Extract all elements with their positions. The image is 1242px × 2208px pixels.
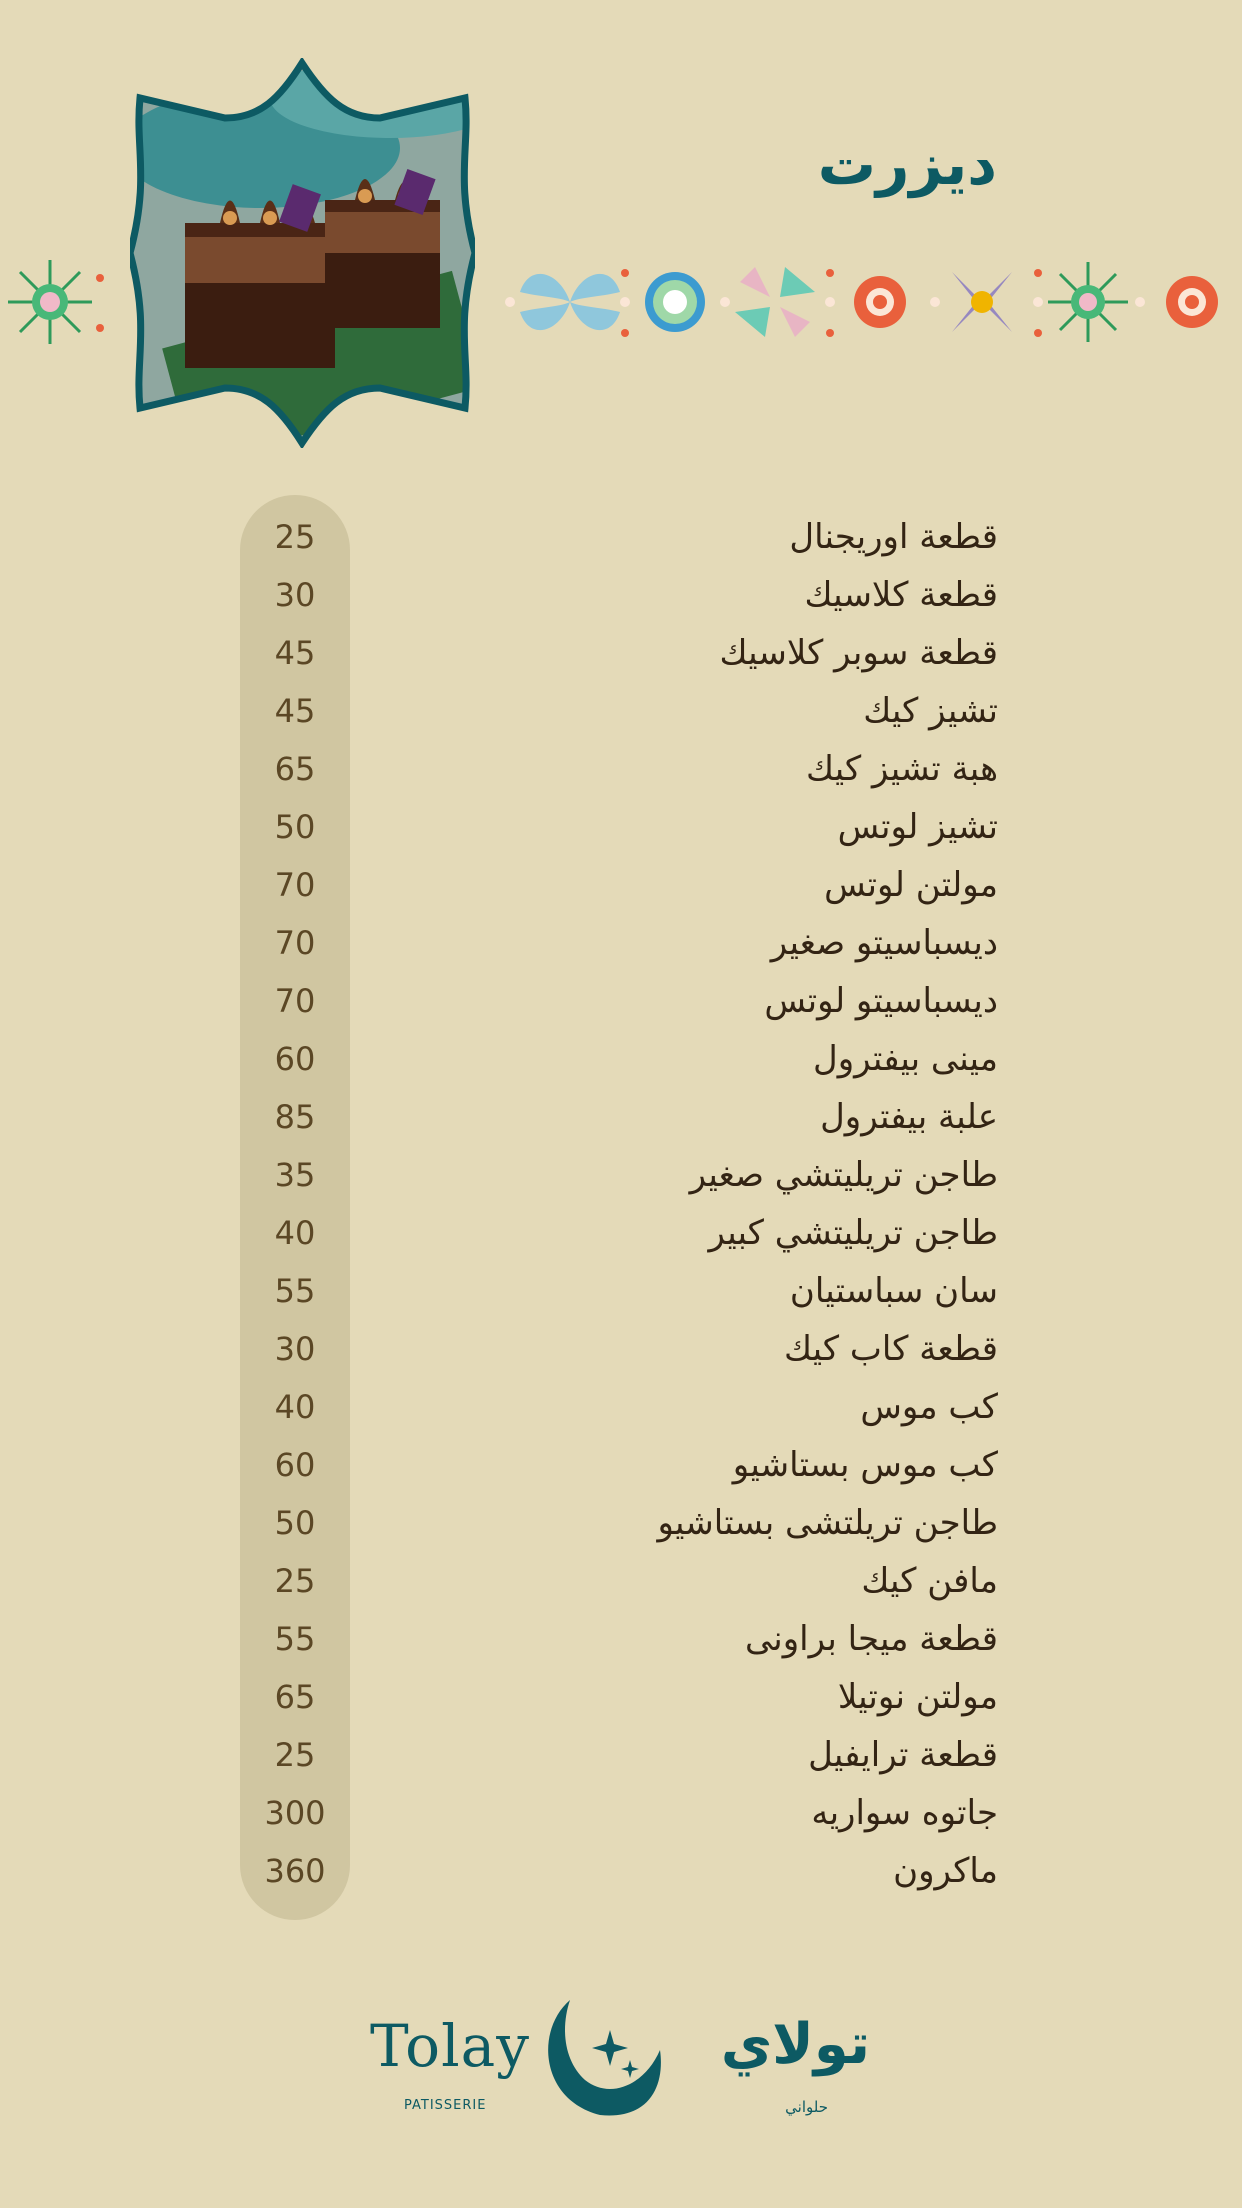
menu-item-price: 40 — [274, 1214, 316, 1252]
menu-item-price: 30 — [274, 1330, 316, 1368]
menu-item-name: قطعة ميجا براونى — [744, 1619, 998, 1659]
menu-item — [240, 856, 998, 914]
menu-item-name: طاجن تريلتشى بستاشيو — [657, 1503, 998, 1543]
menu-item-name: قطعة ترايفيل — [808, 1735, 998, 1775]
menu-item-name: هبة تشيز كيك — [806, 749, 998, 789]
menu-item-price: 25 — [274, 1736, 316, 1774]
logo-latin-subtitle: PATISSERIE — [404, 2098, 487, 2113]
menu-item-price: 50 — [274, 1504, 316, 1542]
logo-arabic-subtitle: حلواني — [785, 2098, 828, 2116]
menu-item-name: سان سباستيان — [789, 1271, 998, 1311]
menu-item-name: مولتن لوتس — [824, 865, 998, 905]
menu-item-name: قطعة اوريجنال — [789, 517, 998, 557]
menu-item-name: علبة بيفترول — [820, 1097, 998, 1137]
menu-item-name: قطعة سوبر كلاسيك — [719, 633, 998, 673]
menu-item-price: 40 — [274, 1388, 316, 1426]
menu-item-name: طاجن تريليتشي كبير — [708, 1213, 998, 1253]
menu-item-price: 65 — [274, 1678, 316, 1716]
menu-item-name: تشيز كيك — [863, 691, 998, 731]
menu-item — [240, 1030, 998, 1088]
menu-item-price: 50 — [274, 808, 316, 846]
menu-item — [240, 1204, 998, 1262]
menu-item-price: 70 — [274, 982, 316, 1020]
menu-item-price: 60 — [274, 1446, 316, 1484]
menu-item-price: 25 — [274, 1562, 316, 1600]
menu-item — [240, 1494, 998, 1552]
menu-item-price: 70 — [274, 924, 316, 962]
menu-item — [240, 1436, 998, 1494]
menu-item — [240, 1842, 998, 1900]
menu-item-price: 35 — [274, 1156, 316, 1194]
menu-item — [240, 624, 998, 682]
brand-logo — [370, 1990, 870, 2125]
menu-item-name: مولتن نوتيلا — [837, 1677, 998, 1717]
menu-item-name: مينى بيفترول — [813, 1039, 998, 1079]
menu-item — [240, 1088, 998, 1146]
menu-item — [240, 1726, 998, 1784]
menu-item-name: ماكرون — [893, 1851, 998, 1891]
menu-item — [240, 1610, 998, 1668]
menu-item-name: تشيز لوتس — [837, 807, 998, 847]
menu-item-name: ديسباسيتو لوتس — [764, 981, 998, 1021]
menu-item-name: جاتوه سواريه — [811, 1793, 998, 1833]
menu-item-price: 60 — [274, 1040, 316, 1078]
logo-latin-text: Tolay — [370, 2012, 530, 2080]
menu-list — [240, 508, 998, 1900]
menu-item-name: طاجن تريليتشي صغير — [689, 1155, 998, 1195]
logo-arabic-text: تولاي — [720, 2012, 870, 2077]
menu-item — [240, 682, 998, 740]
menu-item-name: قطعة كلاسيك — [804, 575, 998, 615]
menu-item-price: 55 — [274, 1272, 316, 1310]
menu-item — [240, 1378, 998, 1436]
menu-item-price: 55 — [274, 1620, 316, 1658]
menu-item-name: ديسباسيتو صغير — [770, 923, 998, 963]
menu-item-price: 25 — [274, 518, 316, 556]
menu-item — [240, 508, 998, 566]
menu-item — [240, 1668, 998, 1726]
menu-item — [240, 914, 998, 972]
menu-item — [240, 972, 998, 1030]
menu-item — [240, 1262, 998, 1320]
menu-item — [240, 798, 998, 856]
menu-item-name: كب موس بستاشيو — [732, 1445, 998, 1485]
menu-item-name: مافن كيك — [861, 1561, 998, 1601]
menu-item-price: 45 — [274, 634, 316, 672]
menu-item-name: كب موس — [860, 1387, 998, 1427]
menu-item-price: 30 — [274, 576, 316, 614]
menu-item — [240, 566, 998, 624]
menu-item-price: 70 — [274, 866, 316, 904]
menu-item — [240, 740, 998, 798]
menu-item — [240, 1784, 998, 1842]
menu-item — [240, 1320, 998, 1378]
menu-item-price: 360 — [264, 1852, 326, 1890]
menu-item-name: قطعة كاب كيك — [783, 1329, 998, 1369]
crescent-star-icon — [530, 1990, 670, 2125]
menu-item-price: 300 — [264, 1794, 326, 1832]
dessert-photo — [130, 58, 475, 448]
menu-item — [240, 1552, 998, 1610]
menu-item — [240, 1146, 998, 1204]
menu-item-price: 85 — [274, 1098, 316, 1136]
menu-item-price: 65 — [274, 750, 316, 788]
menu-item-price: 45 — [274, 692, 316, 730]
page-title: ديزرت — [817, 130, 997, 198]
